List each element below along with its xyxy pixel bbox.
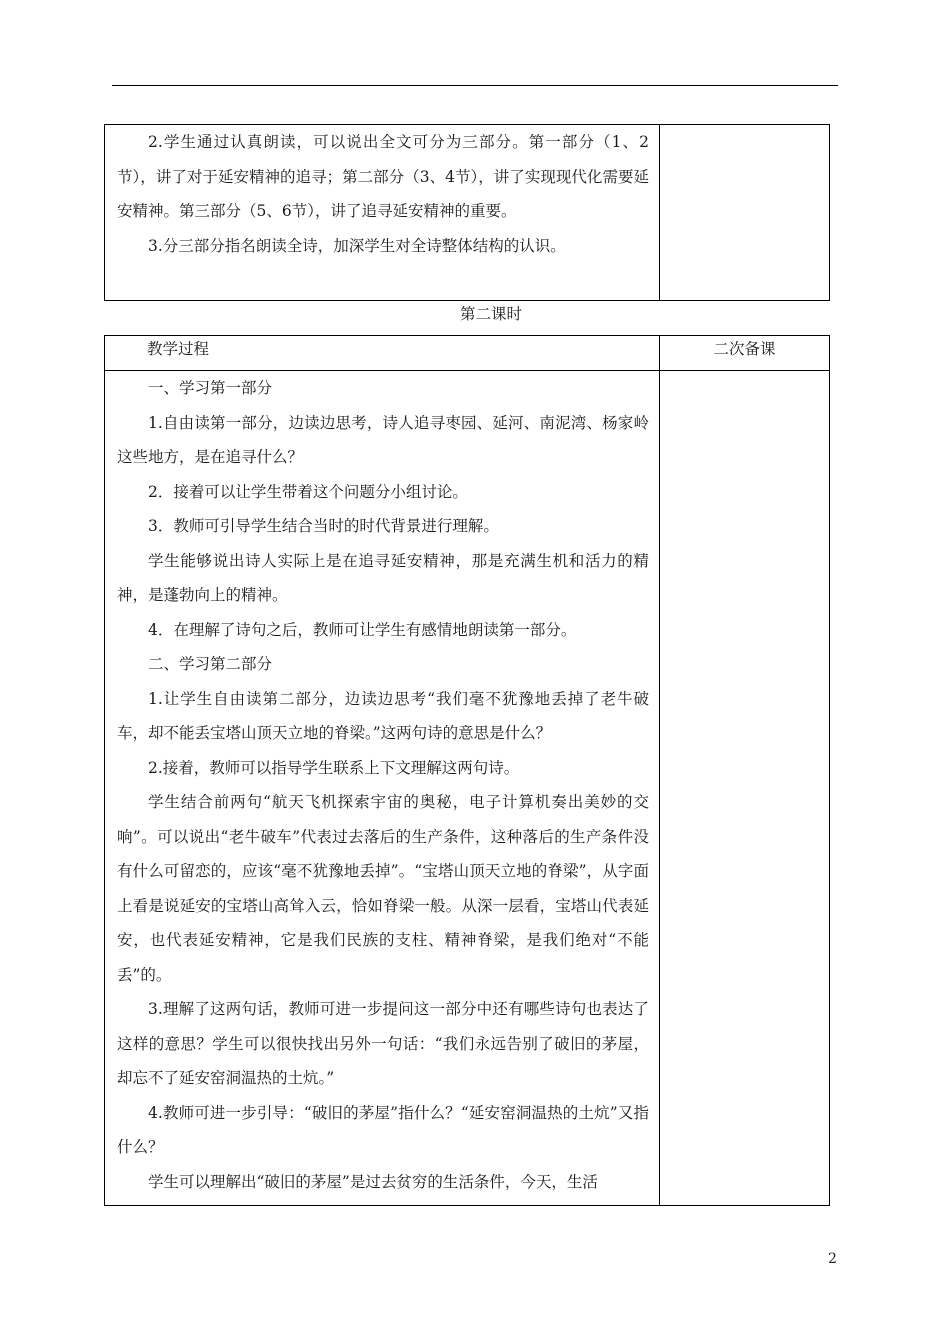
backup-header-label: 二次备课 (713, 340, 776, 358)
second-lesson-table (104, 335, 830, 1206)
paragraph: 学生能够说出诗人实际上是在追寻延安精神，那是充满生机和活力的精神，是蓬勃向上的精神。 (117, 551, 649, 604)
header-rule (112, 85, 838, 86)
paragraph: 3.理解了这两句话，教师可进一步提问这一部分中还有哪些诗句也表达了这样的意思？学生可以很快找出另外一句话：“我们永远告别了破旧的茅屋，却忘不了延安窑洞温热的土炕。” (117, 1000, 649, 1087)
paragraph: 2.学生通过认真朗读，可以说出全文可分为三部分。第一部分（1、2节），讲了对于延安精神的追寻；第二部分（3、4节），讲了实现现代化需要延安精神。第三部分（5、6节），讲了追寻延安精神的重要。 (117, 133, 649, 220)
process-header-cell (105, 336, 660, 371)
continued-process-cell (105, 125, 660, 301)
paragraph: 2.接着，教师可以指导学生联系上下文理解这两句诗。 (148, 758, 520, 777)
process-body-cell (105, 371, 660, 1206)
paragraph: 学生可以理解出“破旧的茅屋”是过去贫穷的生活条件，今天，生活 (148, 1172, 598, 1191)
process-header-label: 教学过程 (147, 340, 210, 358)
continued-lesson-table (104, 124, 830, 301)
paragraph: 4.教师可进一步引导：“破旧的茅屋”指什么？“延安窑洞温热的土炕”又指什么？ (117, 1103, 649, 1156)
section-title: 第二课时 (459, 305, 522, 323)
paragraph: 4．在理解了诗句之后，教师可让学生有感情地朗读第一部分。 (148, 620, 577, 639)
paragraph: 二、学习第二部分 (148, 655, 273, 673)
continued-side-note-cell (660, 125, 830, 301)
paragraph: 1.自由读第一部分，边读边思考，诗人追寻枣园、延河、南泥湾、杨家岭这些地方，是在追寻什么？ (117, 413, 649, 466)
backup-header-cell (660, 336, 830, 371)
backup-body-cell (660, 371, 830, 1206)
paragraph: 一、学习第一部分 (148, 379, 273, 397)
paragraph: 3．教师可引导学生结合当时的时代背景进行理解。 (148, 517, 499, 535)
page-number: 2 (828, 1251, 837, 1267)
paragraph: 3.分三部分指名朗读全诗，加深学生对全诗整体结构的认识。 (148, 236, 566, 255)
paragraph: 学生结合前两句“航天飞机探索宇宙的奥秘，电子计算机奏出美妙的交响”。可以说出“老牛破车”代表过去落后的生产条件，这种落后的生产条件没有什么可留恋的，应该“毫不犹豫地丢掉”。“宝塔山顶天立地的脊梁”，从字面上看是说延安的宝塔山高耸入云，恰如脊梁一般。从深一层看，宝塔山代表延安，也代表延安精神，它是我们民族的支柱、精神脊梁，是我们绝对“不能丢”的。 (117, 793, 649, 984)
paragraph: 1.让学生自由读第二部分，边读边思考“我们毫不犹豫地丢掉了老牛破车，却不能丢宝塔山顶天立地的脊梁。”这两句诗的意思是什么？ (117, 689, 649, 742)
paragraph: 2．接着可以让学生带着这个问题分小组讨论。 (148, 482, 468, 501)
